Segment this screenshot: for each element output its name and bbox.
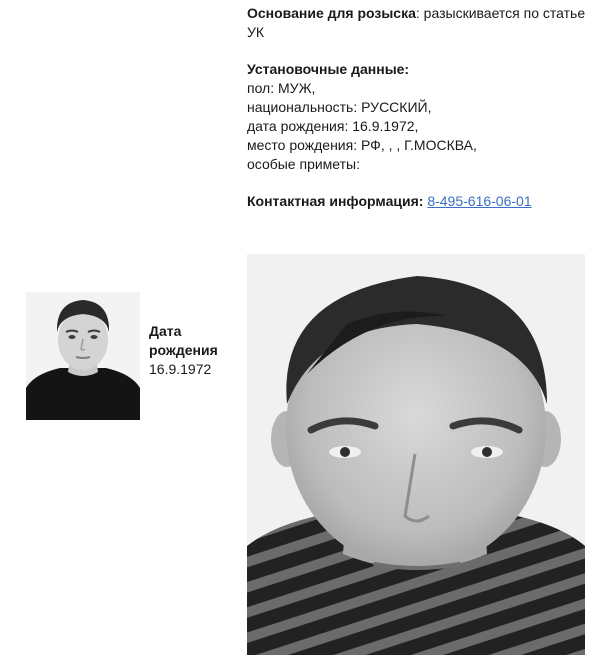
birth-place-value: РФ, , , Г.МОСКВА, [361, 137, 477, 153]
special-marks-line: особые приметы: [247, 156, 360, 172]
search-reason-label: Основание для розыска [247, 5, 416, 21]
contact-phone-link[interactable]: 8-495-616-06-01 [427, 193, 532, 209]
search-reason [247, 4, 587, 42]
sex-line: пол: МУЖ, [247, 80, 316, 96]
thumbnail-caption-value: 16.9.1972 [149, 361, 212, 377]
thumbnail-photo[interactable] [26, 292, 140, 420]
record-details [247, 4, 587, 211]
birth-date-value: 16.9.1972, [352, 118, 419, 134]
nationality-value: РУССКИЙ, [361, 99, 432, 115]
sex-value: МУЖ, [278, 80, 316, 96]
person-portrait-image [247, 254, 585, 655]
nationality-line: национальность: РУССКИЙ, [247, 99, 432, 115]
person-thumbnail-image [26, 292, 140, 420]
birth-place-line: место рождения: РФ, , , Г.МОСКВА, [247, 137, 477, 153]
thumbnail-caption-label: Дата рождения [149, 323, 218, 358]
search-reason-value: разыскивается по статье УК [247, 5, 586, 40]
contact-info [247, 192, 587, 211]
thumbnail-caption [149, 322, 239, 379]
contact-label: Контактная информация: [247, 193, 424, 209]
identification-data [247, 60, 587, 174]
identification-heading: Установочные данные: [247, 61, 410, 77]
main-photo [247, 254, 585, 655]
search-reason-separator: : [415, 5, 424, 21]
birth-date-line: дата рождения: 16.9.1972, [247, 118, 419, 134]
